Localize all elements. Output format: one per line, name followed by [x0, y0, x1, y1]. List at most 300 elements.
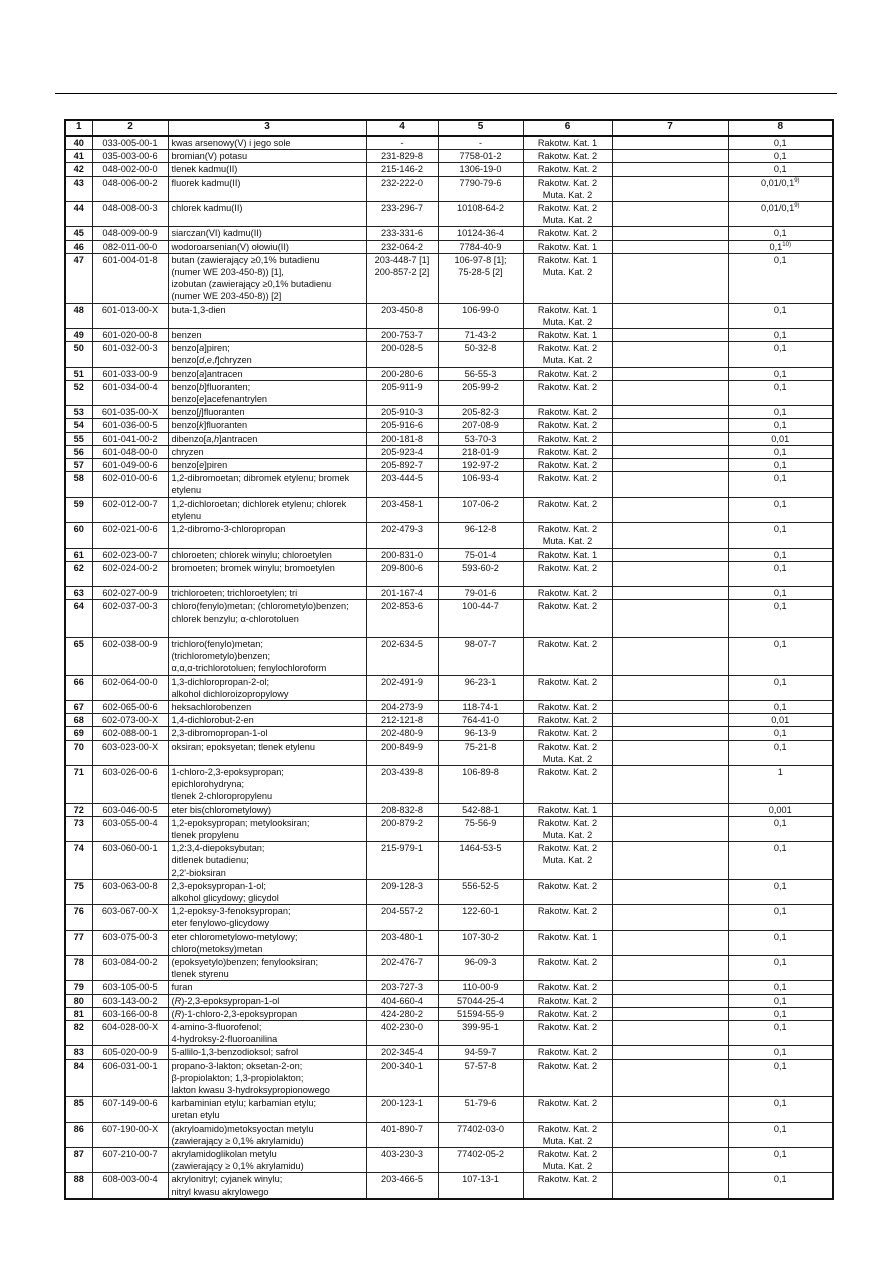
- classification-cell: [523, 497, 612, 522]
- cell-line: Muta. Kat. 2: [542, 855, 593, 866]
- concentration-cell: [728, 956, 833, 981]
- row-number-cell: 61: [65, 548, 92, 561]
- cell-line: 202-491-9: [381, 676, 423, 687]
- cell-line: (R)-2,3-epoksypropan-1-ol: [171, 995, 280, 1006]
- substance-name-cell: [168, 1148, 366, 1173]
- concentration-value: 0,1: [773, 931, 787, 942]
- substance-name-cell: [168, 714, 366, 727]
- concentration-cell: [728, 445, 833, 458]
- cell-line: furan: [171, 982, 193, 993]
- concentration-cell: [728, 637, 833, 675]
- cell-line: Rakotw. Kat. 1: [537, 304, 598, 315]
- ec-number-cell: [366, 367, 438, 380]
- row-number-cell: 74: [65, 842, 92, 880]
- concentration-cell: [728, 497, 833, 522]
- cell-line: 1306-19-0: [459, 164, 502, 175]
- concentration-cell: [728, 202, 833, 227]
- concentration-value: 0,01: [771, 715, 790, 726]
- cell-line: 542-88-1: [462, 804, 499, 815]
- table-row: [65, 1007, 833, 1020]
- substance-name-cell: [168, 600, 366, 638]
- concentration-cell: [728, 803, 833, 816]
- notes-cell: [612, 548, 728, 561]
- cell-line: 203-458-1: [381, 498, 423, 509]
- cell-line: 192-97-2: [462, 460, 499, 471]
- concentration-cell: [728, 459, 833, 472]
- concentration-value: 0,1: [773, 1123, 787, 1134]
- row-number-cell: 55: [65, 432, 92, 445]
- substance-name-cell: [168, 303, 366, 328]
- cell-line: Rakotw. Kat. 1: [537, 804, 598, 815]
- cell-line: alkohol dichloroizopropylowy: [171, 688, 289, 699]
- cell-line: 75-01-4: [464, 549, 497, 560]
- cell-line: chloro(metoksy)metan: [171, 943, 263, 954]
- cell-line: kwas arsenowy(V) i jego sole: [171, 138, 291, 148]
- cell-line: dibenzo[a,h]antracen: [171, 433, 258, 444]
- concentration-value: 0,1: [773, 228, 787, 239]
- cell-line: Rakotw. Kat. 2: [537, 701, 598, 712]
- row-number-cell: 73: [65, 816, 92, 841]
- notes-cell: [612, 150, 728, 163]
- notes-cell: [612, 459, 728, 472]
- ec-number-cell: [366, 842, 438, 880]
- column-header: 6: [523, 120, 612, 136]
- concentration-value: 0,1: [773, 1060, 787, 1071]
- notes-cell: [612, 1122, 728, 1147]
- table-row: [65, 727, 833, 740]
- concentration-cell: [728, 842, 833, 880]
- substance-name-cell: [168, 227, 366, 240]
- concentration-value: 0,1: [773, 1047, 787, 1058]
- cell-line: 232-222-0: [381, 177, 423, 188]
- notes-cell: [612, 419, 728, 432]
- cell-line: 98-07-7: [464, 638, 497, 649]
- table-row: [65, 432, 833, 445]
- cell-line: Rakotw. Kat. 2: [537, 995, 598, 1006]
- cell-line: [172, 535, 363, 547]
- cell-line: Rakotw. Kat. 2: [537, 524, 598, 535]
- table-body: [65, 136, 833, 1199]
- notes-cell: [612, 342, 728, 367]
- cell-line: Muta. Kat. 2: [542, 215, 593, 226]
- notes-cell: [612, 930, 728, 955]
- row-number-cell: 58: [65, 472, 92, 497]
- cas-number-cell: [438, 1173, 523, 1199]
- concentration-cell: [728, 1021, 833, 1046]
- cell-line: 200-123-1: [381, 1098, 423, 1109]
- substance-name-cell: [168, 561, 366, 586]
- substance-name-cell: [168, 150, 366, 163]
- notes-cell: [612, 136, 728, 150]
- cell-line: Rakotw. Kat. 2: [537, 817, 598, 828]
- concentration-cell: [728, 136, 833, 150]
- cell-line: 118-74-1: [462, 701, 499, 712]
- cell-line: Rakotw. Kat. 2: [537, 880, 598, 891]
- cas-number-cell: [438, 240, 523, 253]
- cell-line: 202-853-6: [381, 601, 423, 612]
- substance-name-cell: [168, 523, 366, 548]
- substance-name-cell: [168, 842, 366, 880]
- ec-number-cell: [366, 765, 438, 803]
- cell-line: Muta. Kat. 2: [542, 189, 593, 200]
- cell-line: Rakotw. Kat. 2: [537, 638, 598, 649]
- row-number-cell: 79: [65, 981, 92, 994]
- concentration-cell: [728, 432, 833, 445]
- table-row: [65, 472, 833, 497]
- row-number-cell: 78: [65, 956, 92, 981]
- classification-cell: [523, 432, 612, 445]
- cell-line: Muta. Kat. 2: [542, 355, 593, 366]
- ec-number-cell: [366, 561, 438, 586]
- cell-line: 106-99-0: [462, 304, 499, 315]
- cell-line: 122-60-1: [462, 906, 499, 917]
- notes-cell: [612, 240, 728, 253]
- concentration-cell: [728, 419, 833, 432]
- cell-line: benzo[e]piren: [171, 460, 228, 471]
- table-row: [65, 227, 833, 240]
- cell-line: etylenu: [171, 485, 202, 496]
- cell-line: 212-121-8: [381, 715, 423, 726]
- table-row: [65, 136, 833, 150]
- index-number-cell: 608-003-00-4: [92, 1173, 168, 1199]
- cell-line: 424-280-2: [381, 1008, 423, 1019]
- notes-cell: [612, 994, 728, 1007]
- index-number-cell: 601-020-00-8: [92, 329, 168, 342]
- cell-line: Rakotw. Kat. 1: [537, 138, 598, 148]
- index-number-cell: 603-143-00-2: [92, 994, 168, 1007]
- cell-line: Rakotw. Kat. 2: [537, 588, 598, 599]
- cell-line: [172, 189, 363, 201]
- ec-number-cell: [366, 981, 438, 994]
- substance-name-cell: [168, 1021, 366, 1046]
- row-number-cell: 43: [65, 176, 92, 201]
- column-header: 2: [92, 120, 168, 136]
- cas-number-cell: [438, 816, 523, 841]
- cas-number-cell: [438, 1007, 523, 1020]
- row-number-cell: 69: [65, 727, 92, 740]
- index-number-cell: 603-055-00-4: [92, 816, 168, 841]
- cell-line: 1,2:3,4-diepoksybutan;: [171, 843, 265, 854]
- cell-line: 106-93-4: [462, 473, 499, 484]
- cas-number-cell: [438, 472, 523, 497]
- cell-line: 200-340-1: [381, 1060, 423, 1071]
- notes-cell: [612, 1021, 728, 1046]
- cell-line: Rakotw. Kat. 2: [537, 498, 598, 509]
- concentration-value: 0,001: [768, 804, 792, 815]
- cell-line: Muta. Kat. 2: [542, 316, 593, 327]
- index-number-cell: 602-024-00-2: [92, 561, 168, 586]
- cell-line: 7784-40-9: [459, 241, 502, 252]
- classification-cell: [523, 981, 612, 994]
- cell-line: Muta. Kat. 2: [542, 267, 593, 278]
- concentration-cell: [728, 930, 833, 955]
- ec-number-cell: [366, 1122, 438, 1147]
- cell-line: tlenek 2-chloropropylenu: [171, 791, 273, 802]
- classification-cell: [523, 1173, 612, 1199]
- cell-line: buta-1,3-dien: [171, 304, 226, 315]
- substance-name-cell: [168, 956, 366, 981]
- notes-cell: [612, 202, 728, 227]
- cell-line: 200-849-9: [381, 741, 423, 752]
- substance-name-cell: [168, 700, 366, 713]
- index-number-cell: 602-023-00-7: [92, 548, 168, 561]
- row-number-cell: 48: [65, 303, 92, 328]
- classification-cell: [523, 176, 612, 201]
- cell-line: 207-08-9: [462, 420, 499, 431]
- cell-line: -: [478, 138, 483, 148]
- index-number-cell: 603-075-00-3: [92, 930, 168, 955]
- ec-number-cell: [366, 700, 438, 713]
- cell-line: 75-21-8: [464, 741, 497, 752]
- cell-line: 5-allilo-1,3-benzodioksol; safrol: [171, 1047, 299, 1058]
- table-row: [65, 956, 833, 981]
- classification-cell: [523, 329, 612, 342]
- classification-cell: [523, 445, 612, 458]
- cell-line: benzen: [171, 330, 202, 341]
- cell-line: 402-230-0: [381, 1022, 423, 1033]
- row-number-cell: 88: [65, 1173, 92, 1199]
- cell-line: Rakotw. Kat. 1: [537, 549, 598, 560]
- row-number-cell: 42: [65, 163, 92, 176]
- concentration-cell: [728, 727, 833, 740]
- index-number-cell: 601-032-00-3: [92, 342, 168, 367]
- cas-number-cell: [438, 432, 523, 445]
- ec-number-cell: [366, 803, 438, 816]
- ec-number-cell: [366, 240, 438, 253]
- cas-number-cell: [438, 675, 523, 700]
- classification-cell: [523, 1122, 612, 1147]
- substance-name-cell: [168, 1059, 366, 1097]
- table-row: [65, 561, 833, 586]
- substance-name-cell: [168, 342, 366, 367]
- cell-line: heksachlorobenzen: [171, 701, 252, 712]
- cell-line: 4-hydroksy-2-fluoroanilina: [171, 1034, 278, 1045]
- index-number-cell: 604-028-00-X: [92, 1021, 168, 1046]
- cell-line: 403-230-3: [381, 1149, 423, 1160]
- cell-line: 204-273-9: [381, 701, 423, 712]
- cas-number-cell: [438, 523, 523, 548]
- cas-number-cell: [438, 150, 523, 163]
- concentration-value: 0,1: [773, 420, 787, 431]
- classification-cell: [523, 956, 612, 981]
- row-number-cell: 84: [65, 1059, 92, 1097]
- concentration-value: 0,1: [773, 407, 787, 418]
- cell-line: 399-95-1: [462, 1022, 499, 1033]
- ec-number-cell: [366, 1046, 438, 1059]
- substance-name-cell: [168, 740, 366, 765]
- classification-cell: [523, 765, 612, 803]
- ec-number-cell: [366, 1059, 438, 1097]
- cell-line: 71-43-2: [464, 330, 497, 341]
- cell-line: Rakotw. Kat. 2: [537, 228, 598, 239]
- cas-number-cell: [438, 136, 523, 150]
- notes-cell: [612, 380, 728, 405]
- notes-cell: [612, 727, 728, 740]
- cell-line: 205-911-9: [381, 381, 423, 392]
- cell-line: Rakotw. Kat. 2: [537, 381, 598, 392]
- cell-line: 215-146-2: [381, 164, 423, 175]
- cell-line: 1,2-epoksypropan; metylooksiran;: [171, 817, 310, 828]
- cell-line: 209-128-3: [381, 880, 423, 891]
- classification-cell: [523, 1059, 612, 1097]
- cell-line: 233-296-7: [381, 203, 423, 214]
- cell-line: izobutan (zawierający ≥0,1% butadienu: [171, 279, 332, 290]
- cell-line: 106-97-8 [1];: [454, 254, 507, 265]
- cell-line: 203-450-8: [381, 304, 423, 315]
- ec-number-cell: [366, 675, 438, 700]
- cell-line: Rakotw. Kat. 2: [537, 843, 598, 854]
- cell-line: Rakotw. Kat. 2: [537, 1174, 598, 1185]
- cell-line: Rakotw. Kat. 2: [537, 728, 598, 739]
- cas-number-cell: [438, 445, 523, 458]
- cas-number-cell: [438, 380, 523, 405]
- cas-number-cell: [438, 459, 523, 472]
- row-number-cell: 46: [65, 240, 92, 253]
- classification-cell: [523, 472, 612, 497]
- table-row: [65, 675, 833, 700]
- row-number-cell: 75: [65, 879, 92, 904]
- cas-number-cell: [438, 765, 523, 803]
- table-row: [65, 380, 833, 405]
- cell-line: uretan etylu: [171, 1110, 220, 1121]
- cell-line: 204-557-2: [381, 906, 423, 917]
- cell-line: 203-466-5: [381, 1174, 423, 1185]
- table-row: [65, 253, 833, 303]
- ec-number-cell: [366, 253, 438, 303]
- cas-number-cell: [438, 994, 523, 1007]
- classification-cell: [523, 406, 612, 419]
- notes-cell: [612, 227, 728, 240]
- cell-line: Rakotw. Kat. 2: [537, 715, 598, 726]
- notes-cell: [612, 445, 728, 458]
- classification-cell: [523, 905, 612, 930]
- cell-line: Rakotw. Kat. 2: [537, 676, 598, 687]
- concentration-value: 0,1: [773, 330, 787, 341]
- cell-line: eter fenylowo-glicydowy: [171, 918, 270, 929]
- concentration-cell: [728, 981, 833, 994]
- concentration-value: 0,1: [773, 524, 787, 535]
- concentration-value: 0,1: [773, 498, 787, 509]
- table-row: [65, 445, 833, 458]
- cell-line: 205-892-7: [381, 460, 423, 471]
- index-number-cell: 601-048-00-0: [92, 445, 168, 458]
- substance-name-cell: [168, 202, 366, 227]
- index-number-cell: 603-084-00-2: [92, 956, 168, 981]
- concentration-cell: [728, 587, 833, 600]
- notes-cell: [612, 714, 728, 727]
- substance-name-cell: [168, 637, 366, 675]
- table-row: [65, 303, 833, 328]
- cell-line: propano-3-lakton; oksetan-2-on;: [171, 1060, 303, 1071]
- substance-name-cell: [168, 930, 366, 955]
- cell-line: 209-800-6: [381, 562, 423, 573]
- concentration-value: 0,1: [773, 460, 787, 471]
- classification-cell: [523, 227, 612, 240]
- cell-line: 231-829-8: [381, 151, 423, 162]
- cell-line: fluorek kadmu(II): [171, 177, 241, 188]
- ec-number-cell: [366, 727, 438, 740]
- notes-cell: [612, 432, 728, 445]
- classification-cell: [523, 459, 612, 472]
- ec-number-cell: [366, 523, 438, 548]
- cell-line: 51594-55-9: [457, 1008, 504, 1019]
- index-number-cell: 048-006-00-2: [92, 176, 168, 201]
- cell-line: 75-28-5 [2]: [458, 267, 503, 278]
- concentration-value: 0,1: [769, 241, 783, 252]
- concentration-value: 1: [777, 766, 783, 777]
- ec-number-cell: [366, 472, 438, 497]
- cell-line: 56-55-3: [464, 368, 497, 379]
- concentration-cell: [728, 472, 833, 497]
- cell-line: 1,2-dibromoetan; dibromek etylenu; bromek: [171, 473, 350, 484]
- cell-line: (numer WE 203-450-8)) [2]: [171, 291, 282, 302]
- substance-name-cell: [168, 1097, 366, 1122]
- concentration-value: 0,1: [773, 381, 787, 392]
- cell-line: 110-00-9: [462, 982, 499, 993]
- cas-number-cell: [438, 163, 523, 176]
- cas-number-cell: [438, 587, 523, 600]
- index-number-cell: 603-046-00-5: [92, 803, 168, 816]
- notes-cell: [612, 163, 728, 176]
- cell-line: trichloroeten; trichloroetylen; tri: [171, 588, 298, 599]
- table-row: [65, 1148, 833, 1173]
- cell-line: karbaminian etylu; karbamian etylu;: [171, 1098, 317, 1109]
- ec-number-cell: [366, 879, 438, 904]
- table-row: [65, 240, 833, 253]
- index-number-cell: 602-064-00-0: [92, 675, 168, 700]
- cell-line: 593-60-2: [462, 562, 499, 573]
- cell-line: 202-479-3: [381, 524, 423, 535]
- table-row: [65, 879, 833, 904]
- cas-number-cell: [438, 727, 523, 740]
- cell-line: trichloro(fenylo)metan;: [171, 638, 263, 649]
- concentration-cell: [728, 561, 833, 586]
- concentration-cell: [728, 1046, 833, 1059]
- ec-number-cell: [366, 303, 438, 328]
- cas-number-cell: [438, 956, 523, 981]
- notes-cell: [612, 637, 728, 675]
- notes-cell: [612, 176, 728, 201]
- concentration-value: 0,1: [773, 728, 787, 739]
- cell-line: 53-70-3: [464, 433, 497, 444]
- cas-number-cell: [438, 329, 523, 342]
- concentration-cell: [728, 329, 833, 342]
- index-number-cell: 603-105-00-5: [92, 981, 168, 994]
- substance-name-cell: [168, 367, 366, 380]
- table-row: [65, 406, 833, 419]
- classification-cell: [523, 380, 612, 405]
- row-number-cell: 64: [65, 600, 92, 638]
- cell-line: Muta. Kat. 2: [542, 1161, 593, 1172]
- row-number-cell: 70: [65, 740, 92, 765]
- classification-cell: [523, 994, 612, 1007]
- row-number-cell: 40: [65, 136, 92, 150]
- cell-line: 215-979-1: [381, 843, 423, 854]
- table-row: [65, 587, 833, 600]
- notes-cell: [612, 1046, 728, 1059]
- cell-line: 1,2-dichloroetan; dichlorek etylenu; chlorek: [171, 498, 347, 509]
- cell-line: 96-23-1: [464, 676, 497, 687]
- ec-number-cell: [366, 994, 438, 1007]
- ec-number-cell: [366, 406, 438, 419]
- concentration-value: 0,1: [773, 817, 787, 828]
- concentration-value: 0,1: [773, 638, 787, 649]
- concentration-cell: [728, 303, 833, 328]
- cell-line: (numer WE 203-450-8)) [1],: [171, 267, 284, 278]
- cell-line: wodoroarsenian(V) ołowiu(II): [171, 241, 289, 252]
- cell-line: 202-345-4: [381, 1047, 423, 1058]
- index-number-cell: 601-035-00-X: [92, 406, 168, 419]
